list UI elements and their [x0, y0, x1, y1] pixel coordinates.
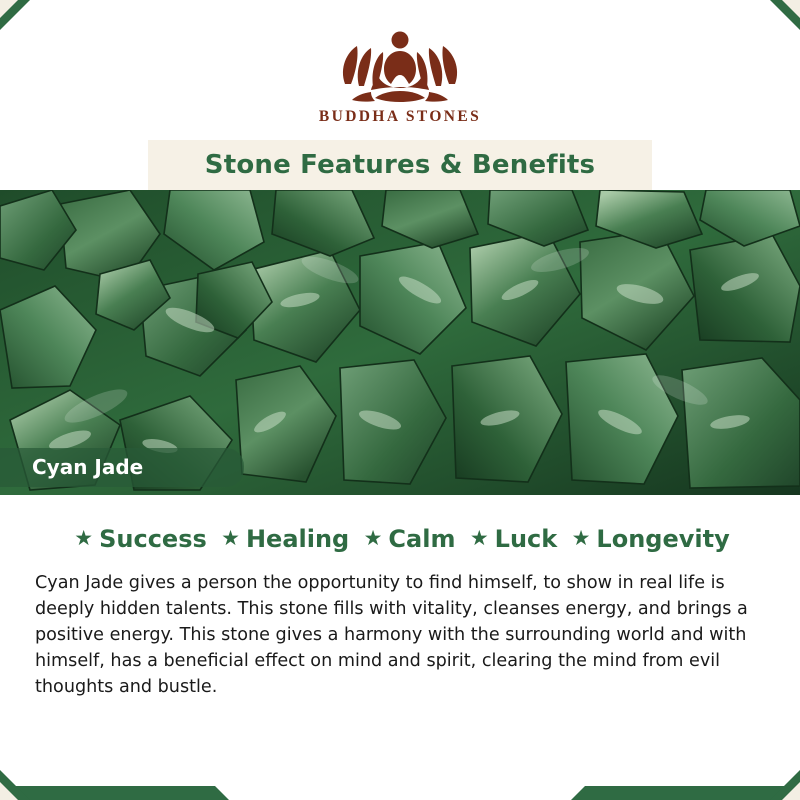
star-icon: ★: [74, 526, 94, 550]
lotus-meditation-icon: [325, 24, 475, 106]
corner-decoration-top-left-inner: [0, 0, 18, 18]
content-area: [0, 495, 800, 800]
stone-name-label: Cyan Jade: [0, 448, 244, 487]
star-icon: ★: [363, 526, 383, 550]
description-text: Cyan Jade gives a person the opportunity to find himself, to show in real life is deeply hidden talents. This stone fills with vitality, cleanses energy, and brings a positive energy. This stone gives a harmony with the surrounding world and with himself, has a beneficial effect on mind and spirit, clearing the mind from evil thoughts and bustle.: [35, 573, 748, 698]
brand-name: BUDDHA STONES: [318, 108, 482, 125]
corner-decoration-bottom-right-inner: [782, 782, 800, 800]
stone-photo: [0, 190, 800, 495]
benefit-item-2: Calm: [388, 525, 456, 553]
star-icon: ★: [571, 526, 591, 550]
corner-decoration-bottom-left-inner: [0, 782, 18, 800]
benefit-item-1: Healing: [245, 525, 350, 553]
star-icon: ★: [469, 526, 489, 550]
bottom-edge-strip-right: [585, 786, 800, 800]
bottom-edge-strip-left: [0, 786, 215, 800]
brand-logo: [0, 24, 800, 126]
corner-decoration-top-right-inner: [782, 0, 800, 18]
headline-left-filler: [0, 140, 148, 190]
benefit-item-3: Luck: [494, 525, 558, 553]
page-title: Stone Features & Benefits: [204, 150, 596, 180]
benefit-item-0: Success: [99, 525, 207, 553]
star-icon: ★: [221, 526, 240, 550]
headline-banner: [148, 140, 652, 190]
benefits-list: [0, 525, 800, 553]
benefit-item-4: Longevity: [596, 525, 730, 553]
headline-right-filler: [652, 140, 800, 190]
